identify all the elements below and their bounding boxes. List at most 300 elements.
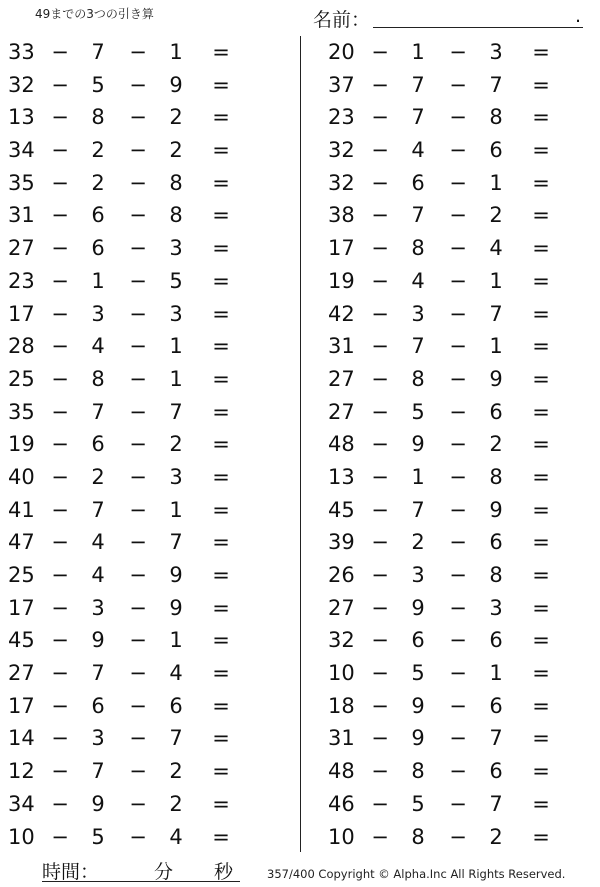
minus-sign: −	[129, 530, 147, 555]
subtrahend-1: 7	[411, 105, 425, 130]
minuend: 26	[328, 563, 355, 587]
problem-row	[320, 265, 600, 298]
subtrahend-2: 1	[489, 661, 503, 686]
minuend: 17	[8, 301, 35, 326]
minus-sign: −	[449, 530, 467, 555]
subtrahend-1: 3	[411, 563, 425, 587]
subtrahend-2: 1	[489, 268, 503, 293]
problem-row	[320, 722, 600, 755]
copyright-text: 357/400 Copyright © Alpha.Inc All Rights Reserved.	[267, 867, 566, 881]
minus-sign: −	[371, 595, 389, 620]
minus-sign: −	[449, 334, 467, 359]
minus-sign: −	[51, 105, 69, 130]
problem-row	[320, 526, 600, 559]
equals-sign: =	[532, 693, 550, 718]
equals-sign: =	[532, 497, 550, 522]
problem-row	[0, 298, 280, 331]
minus-sign: −	[51, 464, 69, 489]
problem-row	[0, 199, 280, 232]
minus-sign: −	[51, 203, 69, 228]
minus-sign: −	[51, 824, 69, 849]
subtrahend-1: 1	[411, 40, 425, 64]
subtrahend-2: 9	[169, 72, 183, 97]
subtrahend-2: 6	[489, 693, 503, 718]
subtrahend-2: 7	[169, 399, 183, 424]
minuend: 10	[328, 661, 355, 686]
minus-sign: −	[371, 693, 389, 718]
equals-sign: =	[532, 399, 550, 424]
subtrahend-1: 3	[91, 726, 105, 751]
subtrahend-2: 7	[489, 72, 503, 97]
problem-row	[320, 690, 600, 723]
minuend: 27	[8, 236, 35, 261]
subtrahend-1: 9	[411, 432, 425, 457]
equals-sign: =	[212, 40, 230, 64]
equals-sign: =	[212, 203, 230, 228]
minuend: 17	[8, 595, 35, 620]
minuend: 40	[8, 464, 35, 489]
minus-sign: −	[129, 497, 147, 522]
subtrahend-2: 6	[489, 138, 503, 163]
subtrahend-1: 9	[91, 628, 105, 653]
subtrahend-2: 8	[489, 105, 503, 130]
minus-sign: −	[371, 726, 389, 751]
equals-sign: =	[212, 399, 230, 424]
subtrahend-2: 2	[489, 824, 503, 849]
minus-sign: −	[51, 170, 69, 195]
subtrahend-2: 6	[489, 759, 503, 784]
problem-row	[0, 461, 280, 494]
subtrahend-1: 1	[91, 268, 105, 293]
minus-sign: −	[371, 301, 389, 326]
name-field-area	[313, 3, 583, 33]
minus-sign: −	[51, 432, 69, 457]
minuend: 27	[328, 595, 355, 620]
equals-sign: =	[532, 726, 550, 751]
problem-row	[320, 298, 600, 331]
problem-row	[0, 363, 280, 396]
minuend: 39	[328, 530, 355, 555]
problem-row	[320, 330, 600, 363]
problem-row	[320, 788, 600, 821]
minus-sign: −	[449, 432, 467, 457]
subtrahend-1: 6	[91, 203, 105, 228]
subtrahend-1: 5	[411, 399, 425, 424]
problem-row	[0, 232, 280, 265]
problem-row	[0, 167, 280, 200]
minuend: 13	[8, 105, 35, 130]
subtrahend-2: 7	[169, 726, 183, 751]
minus-sign: −	[51, 661, 69, 686]
subtrahend-2: 3	[489, 595, 503, 620]
minus-sign: −	[51, 726, 69, 751]
minus-sign: −	[129, 432, 147, 457]
time-underline	[42, 881, 240, 882]
subtrahend-1: 8	[91, 105, 105, 130]
problem-row	[0, 657, 280, 690]
minuend: 48	[328, 432, 355, 457]
minus-sign: −	[371, 334, 389, 359]
minus-sign: −	[371, 268, 389, 293]
subtrahend-2: 3	[169, 236, 183, 261]
subtrahend-1: 7	[91, 497, 105, 522]
minuend: 32	[8, 72, 35, 97]
subtrahend-1: 6	[91, 693, 105, 718]
problem-row	[0, 428, 280, 461]
problem-row	[320, 755, 600, 788]
minuend: 17	[8, 693, 35, 718]
problem-row	[0, 526, 280, 559]
problem-row	[320, 494, 600, 527]
subtrahend-2: 1	[169, 40, 183, 64]
minus-sign: −	[51, 563, 69, 587]
minus-sign: −	[371, 236, 389, 261]
subtrahend-1: 6	[91, 236, 105, 261]
equals-sign: =	[532, 464, 550, 489]
name-label: 名前：	[313, 9, 371, 31]
equals-sign: =	[532, 138, 550, 163]
subtrahend-1: 7	[91, 399, 105, 424]
equals-sign: =	[212, 236, 230, 261]
equals-sign: =	[212, 170, 230, 195]
minus-sign: −	[449, 726, 467, 751]
subtrahend-1: 7	[91, 40, 105, 64]
subtrahend-1: 2	[91, 138, 105, 163]
subtrahend-1: 4	[91, 334, 105, 359]
equals-sign: =	[532, 595, 550, 620]
equals-sign: =	[212, 530, 230, 555]
problem-row	[320, 232, 600, 265]
minus-sign: −	[449, 268, 467, 293]
minus-sign: −	[51, 530, 69, 555]
minus-sign: −	[371, 72, 389, 97]
subtrahend-2: 3	[169, 464, 183, 489]
name-end-dot: .	[575, 5, 582, 27]
problem-row	[0, 788, 280, 821]
problem-row	[320, 69, 600, 102]
minus-sign: −	[371, 366, 389, 391]
right-problem-column	[320, 36, 600, 853]
problem-row	[320, 559, 600, 592]
subtrahend-1: 5	[91, 824, 105, 849]
equals-sign: =	[532, 824, 550, 849]
minuend: 20	[328, 40, 355, 64]
problem-row	[0, 134, 280, 167]
subtrahend-1: 8	[411, 236, 425, 261]
minus-sign: −	[51, 399, 69, 424]
minuend: 19	[328, 268, 355, 293]
subtrahend-1: 2	[91, 170, 105, 195]
minus-sign: −	[51, 791, 69, 816]
minus-sign: −	[129, 301, 147, 326]
problem-row	[0, 494, 280, 527]
minus-sign: −	[449, 497, 467, 522]
equals-sign: =	[532, 759, 550, 784]
minuend: 25	[8, 366, 35, 391]
minuend: 38	[328, 203, 355, 228]
minus-sign: −	[51, 72, 69, 97]
minus-sign: −	[449, 661, 467, 686]
problem-row	[320, 363, 600, 396]
problem-row	[320, 624, 600, 657]
subtrahend-1: 9	[411, 726, 425, 751]
minus-sign: −	[129, 464, 147, 489]
minus-sign: −	[51, 268, 69, 293]
equals-sign: =	[532, 432, 550, 457]
minuend: 19	[8, 432, 35, 457]
subtrahend-1: 7	[411, 72, 425, 97]
subtrahend-2: 1	[169, 334, 183, 359]
equals-sign: =	[212, 791, 230, 816]
subtrahend-2: 9	[169, 563, 183, 587]
subtrahend-2: 4	[169, 824, 183, 849]
minuend: 33	[8, 40, 35, 64]
minus-sign: −	[129, 661, 147, 686]
equals-sign: =	[212, 595, 230, 620]
subtrahend-1: 2	[411, 530, 425, 555]
minus-sign: −	[449, 563, 467, 587]
minuend: 47	[8, 530, 35, 555]
subtrahend-1: 1	[411, 464, 425, 489]
minuend: 12	[8, 759, 35, 784]
subtrahend-1: 7	[411, 203, 425, 228]
minus-sign: −	[129, 268, 147, 293]
minus-sign: −	[371, 628, 389, 653]
equals-sign: =	[212, 497, 230, 522]
subtrahend-2: 2	[169, 759, 183, 784]
minus-sign: −	[371, 824, 389, 849]
problem-row	[320, 101, 600, 134]
equals-sign: =	[532, 105, 550, 130]
minuend: 37	[328, 72, 355, 97]
equals-sign: =	[212, 268, 230, 293]
minuend: 27	[328, 399, 355, 424]
equals-sign: =	[532, 203, 550, 228]
subtrahend-2: 2	[169, 138, 183, 163]
minuend: 48	[328, 759, 355, 784]
subtrahend-1: 4	[411, 268, 425, 293]
equals-sign: =	[212, 759, 230, 784]
subtrahend-1: 3	[91, 595, 105, 620]
column-divider	[300, 36, 301, 852]
minus-sign: −	[129, 40, 147, 64]
minus-sign: −	[129, 334, 147, 359]
subtrahend-2: 9	[489, 366, 503, 391]
subtrahend-2: 8	[169, 170, 183, 195]
minus-sign: −	[129, 203, 147, 228]
subtrahend-1: 9	[411, 693, 425, 718]
minuend: 18	[328, 693, 355, 718]
equals-sign: =	[532, 268, 550, 293]
subtrahend-2: 4	[169, 661, 183, 686]
minus-sign: −	[449, 170, 467, 195]
subtrahend-2: 3	[169, 301, 183, 326]
subtrahend-2: 1	[169, 628, 183, 653]
minus-sign: −	[51, 366, 69, 391]
subtrahend-2: 7	[489, 301, 503, 326]
minus-sign: −	[129, 72, 147, 97]
equals-sign: =	[532, 170, 550, 195]
subtrahend-1: 6	[411, 170, 425, 195]
problem-row	[320, 461, 600, 494]
subtrahend-1: 2	[91, 464, 105, 489]
subtrahend-1: 8	[411, 759, 425, 784]
problem-row	[320, 592, 600, 625]
minus-sign: −	[129, 595, 147, 620]
minuend: 23	[328, 105, 355, 130]
minus-sign: −	[371, 464, 389, 489]
subtrahend-2: 6	[489, 530, 503, 555]
subtrahend-1: 4	[411, 138, 425, 163]
minus-sign: −	[449, 236, 467, 261]
problem-row	[0, 722, 280, 755]
minus-sign: −	[449, 693, 467, 718]
subtrahend-2: 9	[169, 595, 183, 620]
problem-row	[0, 101, 280, 134]
minutes-label: 分	[154, 861, 174, 883]
equals-sign: =	[212, 628, 230, 653]
minus-sign: −	[449, 105, 467, 130]
subtrahend-2: 8	[169, 203, 183, 228]
subtrahend-2: 3	[489, 40, 503, 64]
subtrahend-2: 2	[169, 791, 183, 816]
minuend: 32	[328, 170, 355, 195]
equals-sign: =	[212, 72, 230, 97]
problem-row	[0, 559, 280, 592]
subtrahend-2: 1	[489, 170, 503, 195]
problem-row	[320, 199, 600, 232]
equals-sign: =	[212, 432, 230, 457]
subtrahend-2: 7	[489, 726, 503, 751]
minus-sign: −	[449, 791, 467, 816]
minuend: 45	[8, 628, 35, 653]
subtrahend-1: 7	[91, 759, 105, 784]
minus-sign: −	[51, 236, 69, 261]
subtrahend-1: 8	[91, 366, 105, 391]
minuend: 34	[8, 138, 35, 163]
equals-sign: =	[532, 366, 550, 391]
minus-sign: −	[129, 563, 147, 587]
minus-sign: −	[129, 236, 147, 261]
name-write-line[interactable]	[373, 27, 583, 28]
minuend: 46	[328, 791, 355, 816]
equals-sign: =	[532, 236, 550, 261]
equals-sign: =	[212, 693, 230, 718]
minuend: 27	[328, 366, 355, 391]
equals-sign: =	[532, 628, 550, 653]
equals-sign: =	[532, 301, 550, 326]
minus-sign: −	[449, 759, 467, 784]
left-problem-column	[0, 36, 280, 853]
equals-sign: =	[212, 563, 230, 587]
subtrahend-1: 9	[411, 595, 425, 620]
subtrahend-2: 1	[169, 497, 183, 522]
time-record-area	[42, 857, 240, 883]
minus-sign: −	[129, 105, 147, 130]
minus-sign: −	[449, 824, 467, 849]
subtrahend-1: 4	[91, 530, 105, 555]
problem-row	[320, 428, 600, 461]
subtrahend-1: 9	[91, 791, 105, 816]
subtrahend-2: 6	[169, 693, 183, 718]
equals-sign: =	[212, 366, 230, 391]
minuend: 34	[8, 791, 35, 816]
minus-sign: −	[129, 693, 147, 718]
minuend: 25	[8, 563, 35, 587]
subtrahend-2: 2	[489, 432, 503, 457]
problem-row	[0, 36, 280, 69]
subtrahend-2: 8	[489, 563, 503, 587]
minus-sign: −	[371, 105, 389, 130]
minus-sign: −	[371, 40, 389, 64]
minus-sign: −	[449, 464, 467, 489]
subtrahend-2: 1	[169, 366, 183, 391]
subtrahend-1: 7	[411, 497, 425, 522]
subtrahend-2: 9	[489, 497, 503, 522]
minuend: 32	[328, 628, 355, 653]
subtrahend-2: 8	[489, 464, 503, 489]
minus-sign: −	[51, 301, 69, 326]
minuend: 35	[8, 170, 35, 195]
minus-sign: −	[371, 170, 389, 195]
equals-sign: =	[212, 464, 230, 489]
problem-row	[0, 592, 280, 625]
minus-sign: −	[449, 301, 467, 326]
minus-sign: −	[449, 595, 467, 620]
minus-sign: −	[449, 628, 467, 653]
problem-row	[0, 330, 280, 363]
problem-row	[0, 624, 280, 657]
minuend: 45	[328, 497, 355, 522]
minus-sign: −	[129, 399, 147, 424]
minus-sign: −	[371, 138, 389, 163]
subtrahend-1: 3	[91, 301, 105, 326]
subtrahend-2: 2	[169, 105, 183, 130]
minus-sign: −	[51, 138, 69, 163]
minus-sign: −	[371, 563, 389, 587]
minuend: 10	[328, 824, 355, 849]
minus-sign: −	[449, 203, 467, 228]
equals-sign: =	[532, 334, 550, 359]
subtrahend-1: 3	[411, 301, 425, 326]
equals-sign: =	[212, 301, 230, 326]
minus-sign: −	[129, 824, 147, 849]
subtrahend-2: 5	[169, 268, 183, 293]
minuend: 35	[8, 399, 35, 424]
minus-sign: −	[449, 138, 467, 163]
equals-sign: =	[212, 105, 230, 130]
problem-row	[0, 396, 280, 429]
equals-sign: =	[532, 530, 550, 555]
minus-sign: −	[51, 40, 69, 64]
problem-row	[0, 821, 280, 854]
minus-sign: −	[51, 693, 69, 718]
minuend: 17	[328, 236, 355, 261]
equals-sign: =	[212, 138, 230, 163]
minus-sign: −	[371, 203, 389, 228]
subtrahend-2: 7	[489, 791, 503, 816]
equals-sign: =	[532, 40, 550, 64]
subtrahend-1: 5	[91, 72, 105, 97]
minus-sign: −	[449, 72, 467, 97]
minus-sign: −	[371, 497, 389, 522]
subtrahend-2: 1	[489, 334, 503, 359]
minus-sign: −	[371, 791, 389, 816]
equals-sign: =	[212, 334, 230, 359]
subtrahend-2: 7	[169, 530, 183, 555]
minus-sign: −	[129, 759, 147, 784]
equals-sign: =	[212, 661, 230, 686]
